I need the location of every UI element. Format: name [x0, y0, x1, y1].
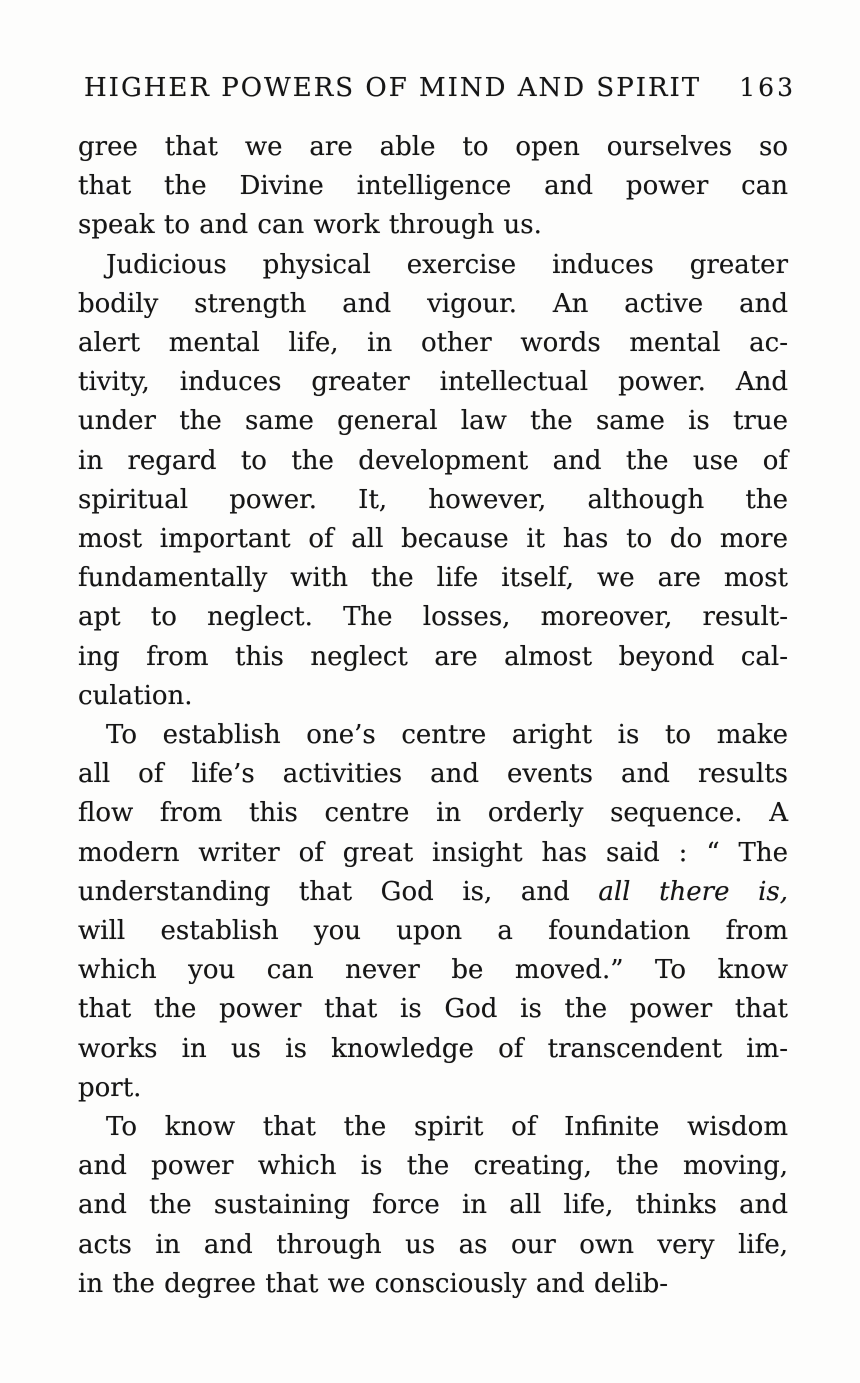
- text-line: To know that the spirit of Infinite wisdom: [106, 1112, 788, 1143]
- italic-phrase: all there is,: [598, 876, 788, 907]
- text-line: ing from this neglect are almost beyond cal-: [78, 641, 788, 672]
- text-line: in regard to the development and the use of: [78, 445, 788, 476]
- text-line: gree that we are able to open ourselves so: [78, 132, 788, 162]
- text-line: that the Divine intelligence and power can: [78, 171, 788, 202]
- text-line: fundamentally with the life itself, we are most: [78, 563, 788, 594]
- paragraph: [78, 1108, 788, 1304]
- text-line: which you can never be moved.” To know: [78, 955, 788, 986]
- page-body: [78, 128, 788, 1304]
- text-line: works in us is knowledge of transcendent im-: [78, 1033, 788, 1064]
- text-segment: understanding that God is, and: [78, 876, 599, 907]
- text-line: To establish one’s centre aright is to make: [106, 720, 788, 751]
- text-line: acts in and through us as our own very life,: [78, 1229, 788, 1260]
- text-line: apt to neglect. The losses, moreover, result-: [78, 602, 788, 633]
- text-line: modern writer of great insight has said : “ The: [78, 837, 788, 868]
- text-line: speak to and can work through us.: [78, 210, 542, 241]
- text-line: and the sustaining force in all life, thinks and: [78, 1190, 788, 1221]
- text-line: alert mental life, in other words mental ac-: [78, 328, 788, 359]
- text-line: all of life’s activities and events and results: [78, 759, 788, 790]
- text-line: [78, 873, 788, 912]
- text-line: and power which is the creating, the moving,: [78, 1151, 788, 1182]
- running-header: [84, 72, 796, 104]
- paragraph: [78, 716, 788, 1108]
- text-line: spiritual power. It, however, although the: [78, 484, 788, 515]
- text-line: Judicious physical exercise induces greater: [106, 249, 788, 280]
- text-line: port.: [78, 1072, 142, 1103]
- running-header-title: HIGHER POWERS OF MIND AND SPIRIT: [84, 73, 702, 103]
- text-line: most important of all because it has to do more: [78, 524, 788, 555]
- text-line: culation.: [78, 680, 193, 711]
- text-line: will establish you upon a foundation from: [78, 916, 788, 947]
- text-line: flow from this centre in orderly sequence. A: [78, 798, 788, 829]
- text-line: under the same general law the same is true: [78, 406, 788, 437]
- text-line: tivity, induces greater intellectual power. And: [78, 367, 788, 398]
- text-line: bodily strength and vigour. An active and: [78, 288, 788, 319]
- text-line: in the degree that we consciously and delib-: [78, 1268, 669, 1299]
- text-line: that the power that is God is the power that: [78, 994, 788, 1025]
- page-number: 163: [739, 73, 796, 102]
- paragraph: [78, 246, 788, 716]
- paragraph: [78, 128, 788, 246]
